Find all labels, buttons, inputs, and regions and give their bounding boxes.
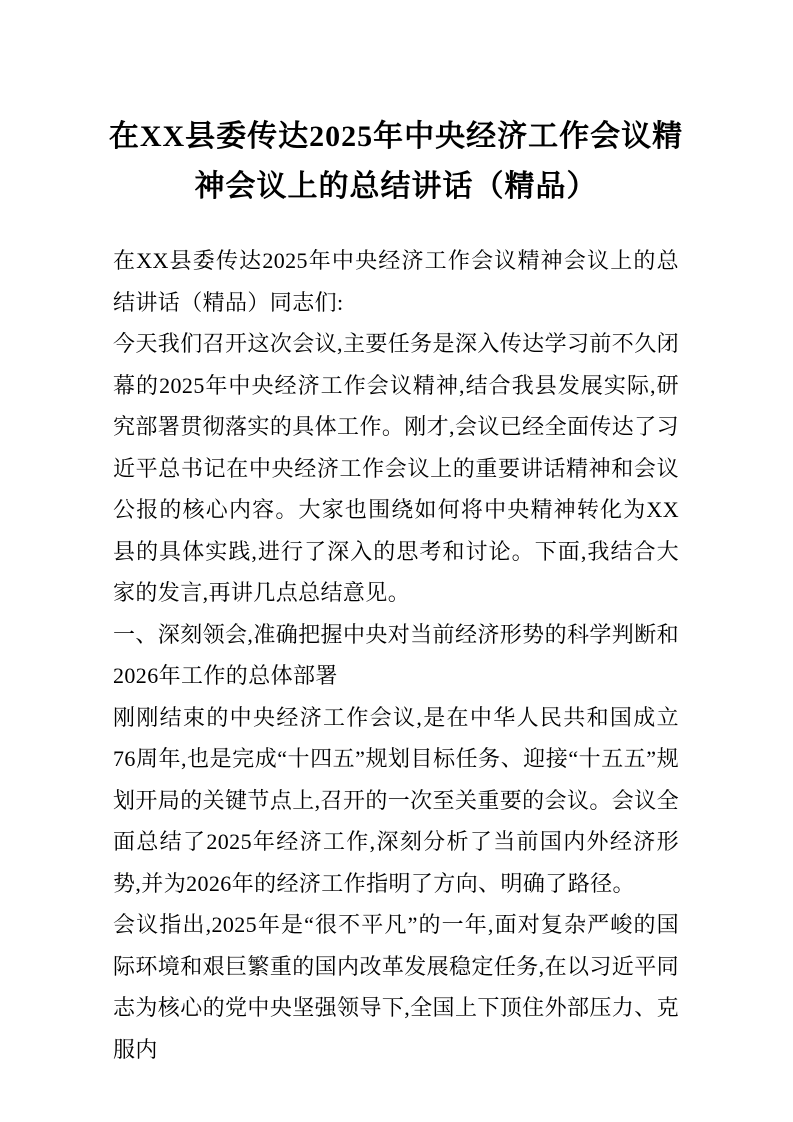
title-line-1: 在XX县委传达2025年中央经济工作会议精 [108, 120, 684, 153]
intro-paragraph: 今天我们召开这次会议,主要任务是深入传达学习前不久闭幕的2025年中央经济工作会议精神,结合我县发展实际,研究部署贯彻落实的具体工作。刚才,会议已经全面传达了习近平总书记在中央经济工作会议上的重要讲话精神和会议公报的核心内容。大家也围绕如何将中央精神转化为XX县的具体实践,进行了深入的思考和讨论。下面,我结合大家的发言,再讲几点总结意见。 [113, 331, 679, 605]
salutation-paragraph: 在XX县委传达2025年中央经济工作会议精神会议上的总结讲话（精品）同志们: [113, 248, 679, 315]
meeting-assessment-paragraph: 会议指出,2025年是“很不平凡”的一年,面对复杂严峻的国际环境和艰巨繁重的国内改革发展稳定任务,在以习近平同志为核心的党中央坚强领导下,全国上下顶住外部压力、克服内 [113, 912, 679, 1062]
document-title [108, 112, 684, 212]
document-body [113, 240, 679, 1070]
section-heading-1: 一、深刻领会,准确把握中央对当前经济形势的科学判断和2026年工作的总体部署 [113, 621, 679, 688]
meeting-summary-paragraph: 刚刚结束的中央经济工作会议,是在中华人民共和国成立76周年,也是完成“十四五”规划目标任务、迎接“十五五”规划开局的关键节点上,召开的一次至关重要的会议。会议全面总结了2025年经济工作,深刻分析了当前国内外经济形势,并为2026年的经济工作指明了方向、明确了路径。 [113, 704, 679, 896]
title-line-2: 神会议上的总结讲话（精品） [194, 170, 598, 203]
